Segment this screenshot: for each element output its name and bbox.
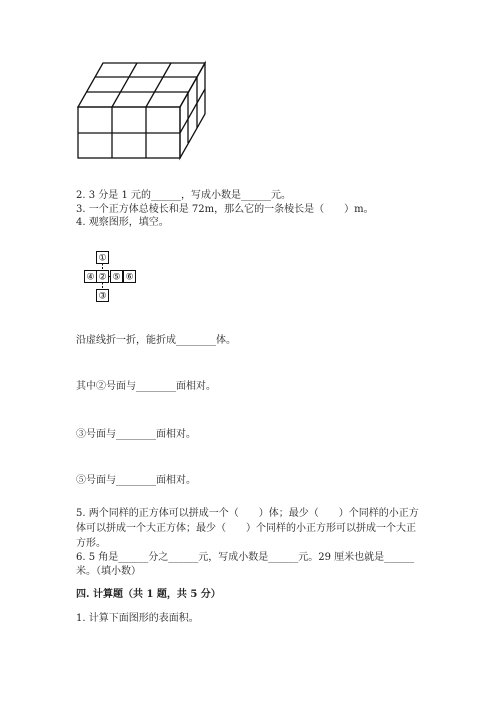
net-face-2: ②	[98, 272, 107, 283]
fold-question: 沿虚线折一折，能折成________体。	[76, 335, 236, 346]
question-5-line-3: 方形。	[76, 538, 106, 549]
net-face-4: ④	[86, 272, 95, 283]
question-2: 2. 3 分是 1 元的______，写成小数是______元。	[76, 190, 291, 201]
net-face-1: ①	[98, 253, 107, 264]
face-2-question: 其中②号面与________面相对。	[76, 381, 216, 392]
calc-question-1: 1. 计算下面图形的表面积。	[76, 613, 199, 624]
face-3-question: ③号面与________面相对。	[76, 429, 196, 440]
question-5-line-2: 体可以拼成一个大正方体；最少（ ）个同样的小正方形可以拼成一个大正	[76, 523, 416, 534]
net-face-6: ⑥	[125, 272, 134, 283]
question-6-line-1: 6. 5 角是______分之______元，写成小数是______元。29 厘米也就是______	[76, 552, 415, 563]
net-face-5: ⑤	[112, 272, 121, 283]
face-5-question: ⑤号面与________面相对。	[76, 475, 196, 486]
question-4: 4. 观察图形，填空。	[76, 217, 169, 228]
cube-stack-figure	[0, 0, 500, 170]
section-4-heading: 四. 计算题（共 1 题，共 5 分）	[76, 589, 221, 600]
question-3: 3. 一个正方体总棱长和是 72m，那么它的一条棱长是（ ）m。	[76, 204, 374, 215]
question-5-line-1: 5. 两个同样的正方体可以拼成一个（ ）体；最少（ ）个同样的小正方	[76, 508, 419, 519]
net-face-3: ③	[98, 291, 107, 302]
cube-net-figure	[80, 247, 150, 307]
question-6-line-2: 米。（填小数）	[76, 566, 141, 577]
